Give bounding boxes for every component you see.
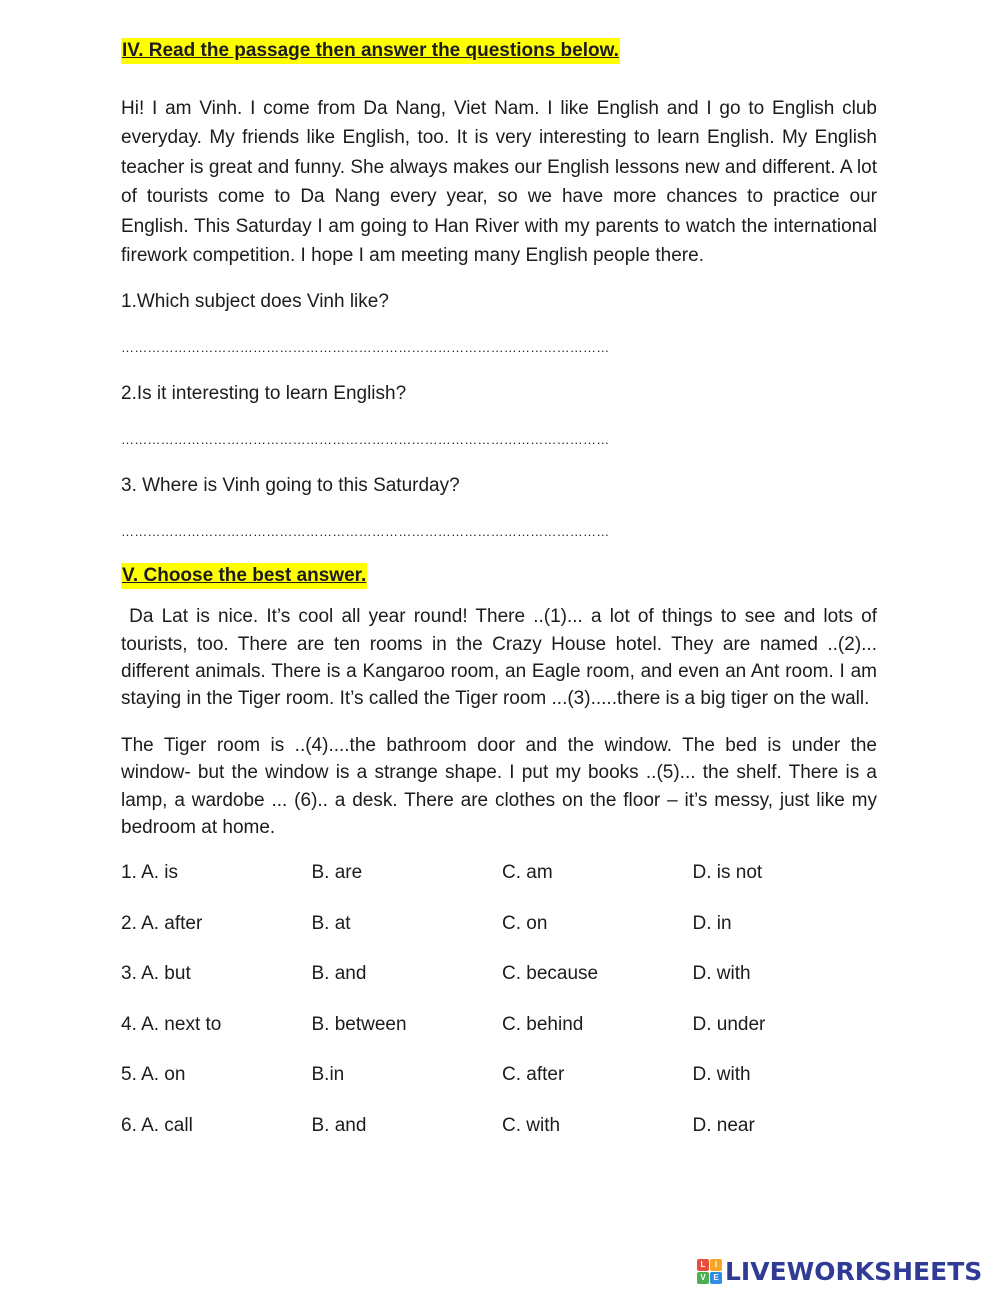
answer-line-1[interactable]: ………………………………………………………………………………………………… xyxy=(121,340,610,356)
option-3b[interactable]: B. and xyxy=(311,963,367,985)
answer-line-2[interactable]: ………………………………………………………………………………………………… xyxy=(121,432,610,448)
option-3c[interactable]: C. because xyxy=(502,963,599,985)
worksheet-page xyxy=(121,38,883,1139)
section-v-heading: V. Choose the best answer. xyxy=(121,563,367,589)
cloze-paragraph-2: The Tiger room is ..(4)....the bathroom door and the window. The bed is under the window- but the window is a strange shape. I put my books ..(5)... the shelf. There is a lamp, a wardobe ... (6).. a desk. There are clothes on the floor – it’s messy, just like my bedroom at home. xyxy=(121,735,877,838)
option-2a[interactable]: 2. A. after xyxy=(121,912,203,934)
cloze-paragraph-1: Da Lat is nice. It’s cool all year round! There ..(1)... a lot of things to see and lots of tourists, too. There are ten rooms in the Crazy House hotel. They are named ..(2)... different animals. There is a Kangaroo room, an Eagle room, and even an Ant room. I am staying in the Tiger room. It’s called the Tiger room ...(3).....there is a big tiger on the wall. xyxy=(121,606,883,710)
options-row xyxy=(121,860,877,886)
option-1c[interactable]: C. am xyxy=(502,862,553,884)
option-4b[interactable]: B. between xyxy=(311,1013,407,1035)
logo-mark-letter: V xyxy=(697,1272,709,1284)
logo-mark-icon xyxy=(697,1259,722,1284)
logo-mark-letter: I xyxy=(710,1259,722,1271)
logo-mark-letter: E xyxy=(710,1272,722,1284)
option-6d[interactable]: D. near xyxy=(692,1115,755,1137)
option-2d[interactable]: D. in xyxy=(692,912,732,934)
reading-passage: Hi! I am Vinh. I come from Da Nang, Viet Nam. I like English and I go to English club everyday. My friends like English, too. It is very interesting to learn English. My English teacher is great and funny. She always makes our English lessons new and different. A lot of tourists come to Da Nang every year, so we have more chances to practice our English. This Saturday I am going to Han River with my parents to watch the international firework competition. I hope I am meeting many English people there. xyxy=(121,98,877,267)
answer-line-3[interactable]: ………………………………………………………………………………………………… xyxy=(121,524,610,540)
logo-text: LIVEWORKSHEETS xyxy=(725,1256,983,1286)
options-list xyxy=(121,860,877,1139)
option-6b[interactable]: B. and xyxy=(311,1115,367,1137)
option-4d[interactable]: D. under xyxy=(692,1013,766,1035)
logo-mark-letter: L xyxy=(697,1259,709,1271)
option-1d[interactable]: D. is not xyxy=(692,862,763,884)
question-2: 2.Is it interesting to learn English? xyxy=(121,383,407,405)
option-5c[interactable]: C. after xyxy=(502,1064,565,1086)
section-iv-heading: IV. Read the passage then answer the questions below. xyxy=(121,38,620,64)
section-v xyxy=(121,541,883,1139)
option-4a[interactable]: 4. A. next to xyxy=(121,1013,222,1035)
question-3: 3. Where is Vinh going to this Saturday? xyxy=(121,475,460,497)
options-row xyxy=(121,1113,877,1139)
option-2c[interactable]: C. on xyxy=(502,912,548,934)
option-3a[interactable]: 3. A. but xyxy=(121,963,191,985)
option-1a[interactable]: 1. A. is xyxy=(121,862,179,884)
option-4c[interactable]: C. behind xyxy=(502,1013,584,1035)
option-2b[interactable]: B. at xyxy=(311,912,351,934)
options-row xyxy=(121,911,877,937)
option-1b[interactable]: B. are xyxy=(311,862,363,884)
option-5b[interactable]: B.in xyxy=(311,1064,345,1086)
options-row xyxy=(121,961,877,987)
option-6a[interactable]: 6. A. call xyxy=(121,1115,193,1137)
option-6c[interactable]: C. with xyxy=(502,1115,561,1137)
option-5a[interactable]: 5. A. on xyxy=(121,1064,186,1086)
option-5d[interactable]: D. with xyxy=(692,1064,751,1086)
option-3d[interactable]: D. with xyxy=(692,963,751,985)
section-iv xyxy=(121,38,877,541)
liveworksheets-logo xyxy=(697,1255,982,1287)
options-row xyxy=(121,1062,877,1088)
question-1: 1.Which subject does Vinh like? xyxy=(121,291,389,313)
options-row xyxy=(121,1012,877,1038)
